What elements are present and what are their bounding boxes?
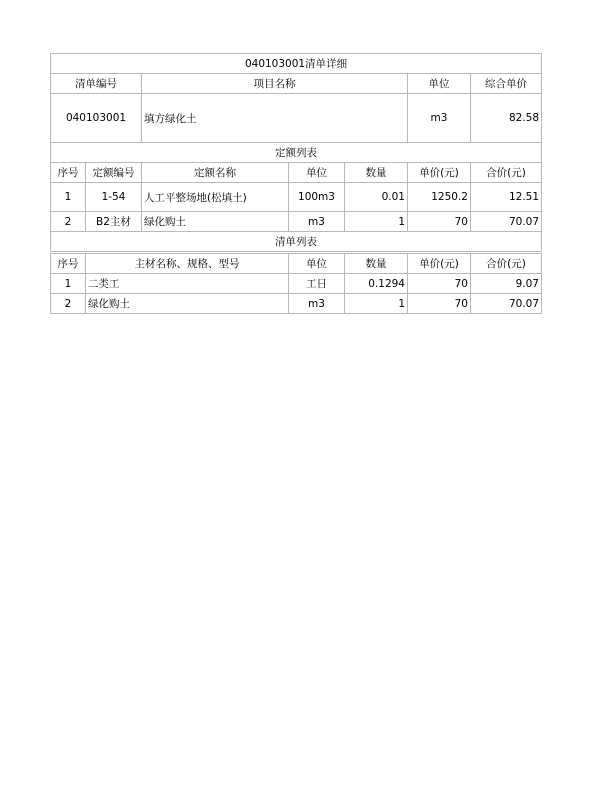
quota-unit-price: 1250.2 [408,183,471,212]
materials-total: 9.07 [471,274,542,294]
materials-col-header: 主材名称、规格、型号 [86,254,289,274]
quota-total: 70.07 [471,212,542,232]
materials-unit-price: 70 [408,294,471,314]
code-label: 清单编号 [51,74,142,94]
quota-col-header: 序号 [51,163,86,183]
item-price: 82.58 [471,94,542,143]
sheet-title: 040103001清单详细 [51,54,542,74]
materials-quantity: 1 [345,294,408,314]
materials-col-header: 序号 [51,254,86,274]
materials-unit: m3 [289,294,345,314]
quota-col-header: 定额名称 [142,163,289,183]
materials-total: 70.07 [471,294,542,314]
item-name: 填方绿化土 [142,94,408,143]
materials-header-row [51,254,542,274]
quota-row [51,183,542,212]
quota-header-row [51,163,542,183]
item-row [51,94,542,143]
quota-col-header: 数量 [345,163,408,183]
quota-index: 2 [51,212,86,232]
quota-quantity: 1 [345,212,408,232]
materials-name: 绿化购土 [86,294,289,314]
price-label: 综合单价 [471,74,542,94]
materials-title: 清单列表 [51,232,542,252]
materials-name: 二类工 [86,274,289,294]
materials-index: 2 [51,294,86,314]
quota-code: B2主材 [86,212,142,232]
materials-col-header: 单价(元) [408,254,471,274]
quota-name: 绿化购土 [142,212,289,232]
materials-col-header: 合价(元) [471,254,542,274]
quota-name: 人工平整场地(松填土) [142,183,289,212]
materials-row [51,274,542,294]
quota-title: 定额列表 [51,143,542,163]
quota-title-row [51,143,542,163]
quota-unit-price: 70 [408,212,471,232]
quota-unit: 100m3 [289,183,345,212]
quota-col-header: 合价(元) [471,163,542,183]
quota-unit: m3 [289,212,345,232]
unit-label: 单位 [408,74,471,94]
materials-row [51,294,542,314]
materials-col-header: 单位 [289,254,345,274]
item-header-row [51,74,542,94]
quota-quantity: 0.01 [345,183,408,212]
quota-total: 12.51 [471,183,542,212]
bill-detail-table [50,53,542,252]
quota-index: 1 [51,183,86,212]
materials-quantity: 0.1294 [345,274,408,294]
quota-col-header: 定额编号 [86,163,142,183]
materials-col-header: 数量 [345,254,408,274]
quota-code: 1-54 [86,183,142,212]
name-label: 项目名称 [142,74,408,94]
quota-col-header: 单位 [289,163,345,183]
materials-unit-price: 70 [408,274,471,294]
materials-table [50,253,542,314]
materials-title-row [51,232,542,252]
materials-unit: 工日 [289,274,345,294]
item-unit: m3 [408,94,471,143]
quota-row [51,212,542,232]
title-row [51,54,542,74]
quota-col-header: 单价(元) [408,163,471,183]
materials-index: 1 [51,274,86,294]
item-code: 040103001 [51,94,142,143]
